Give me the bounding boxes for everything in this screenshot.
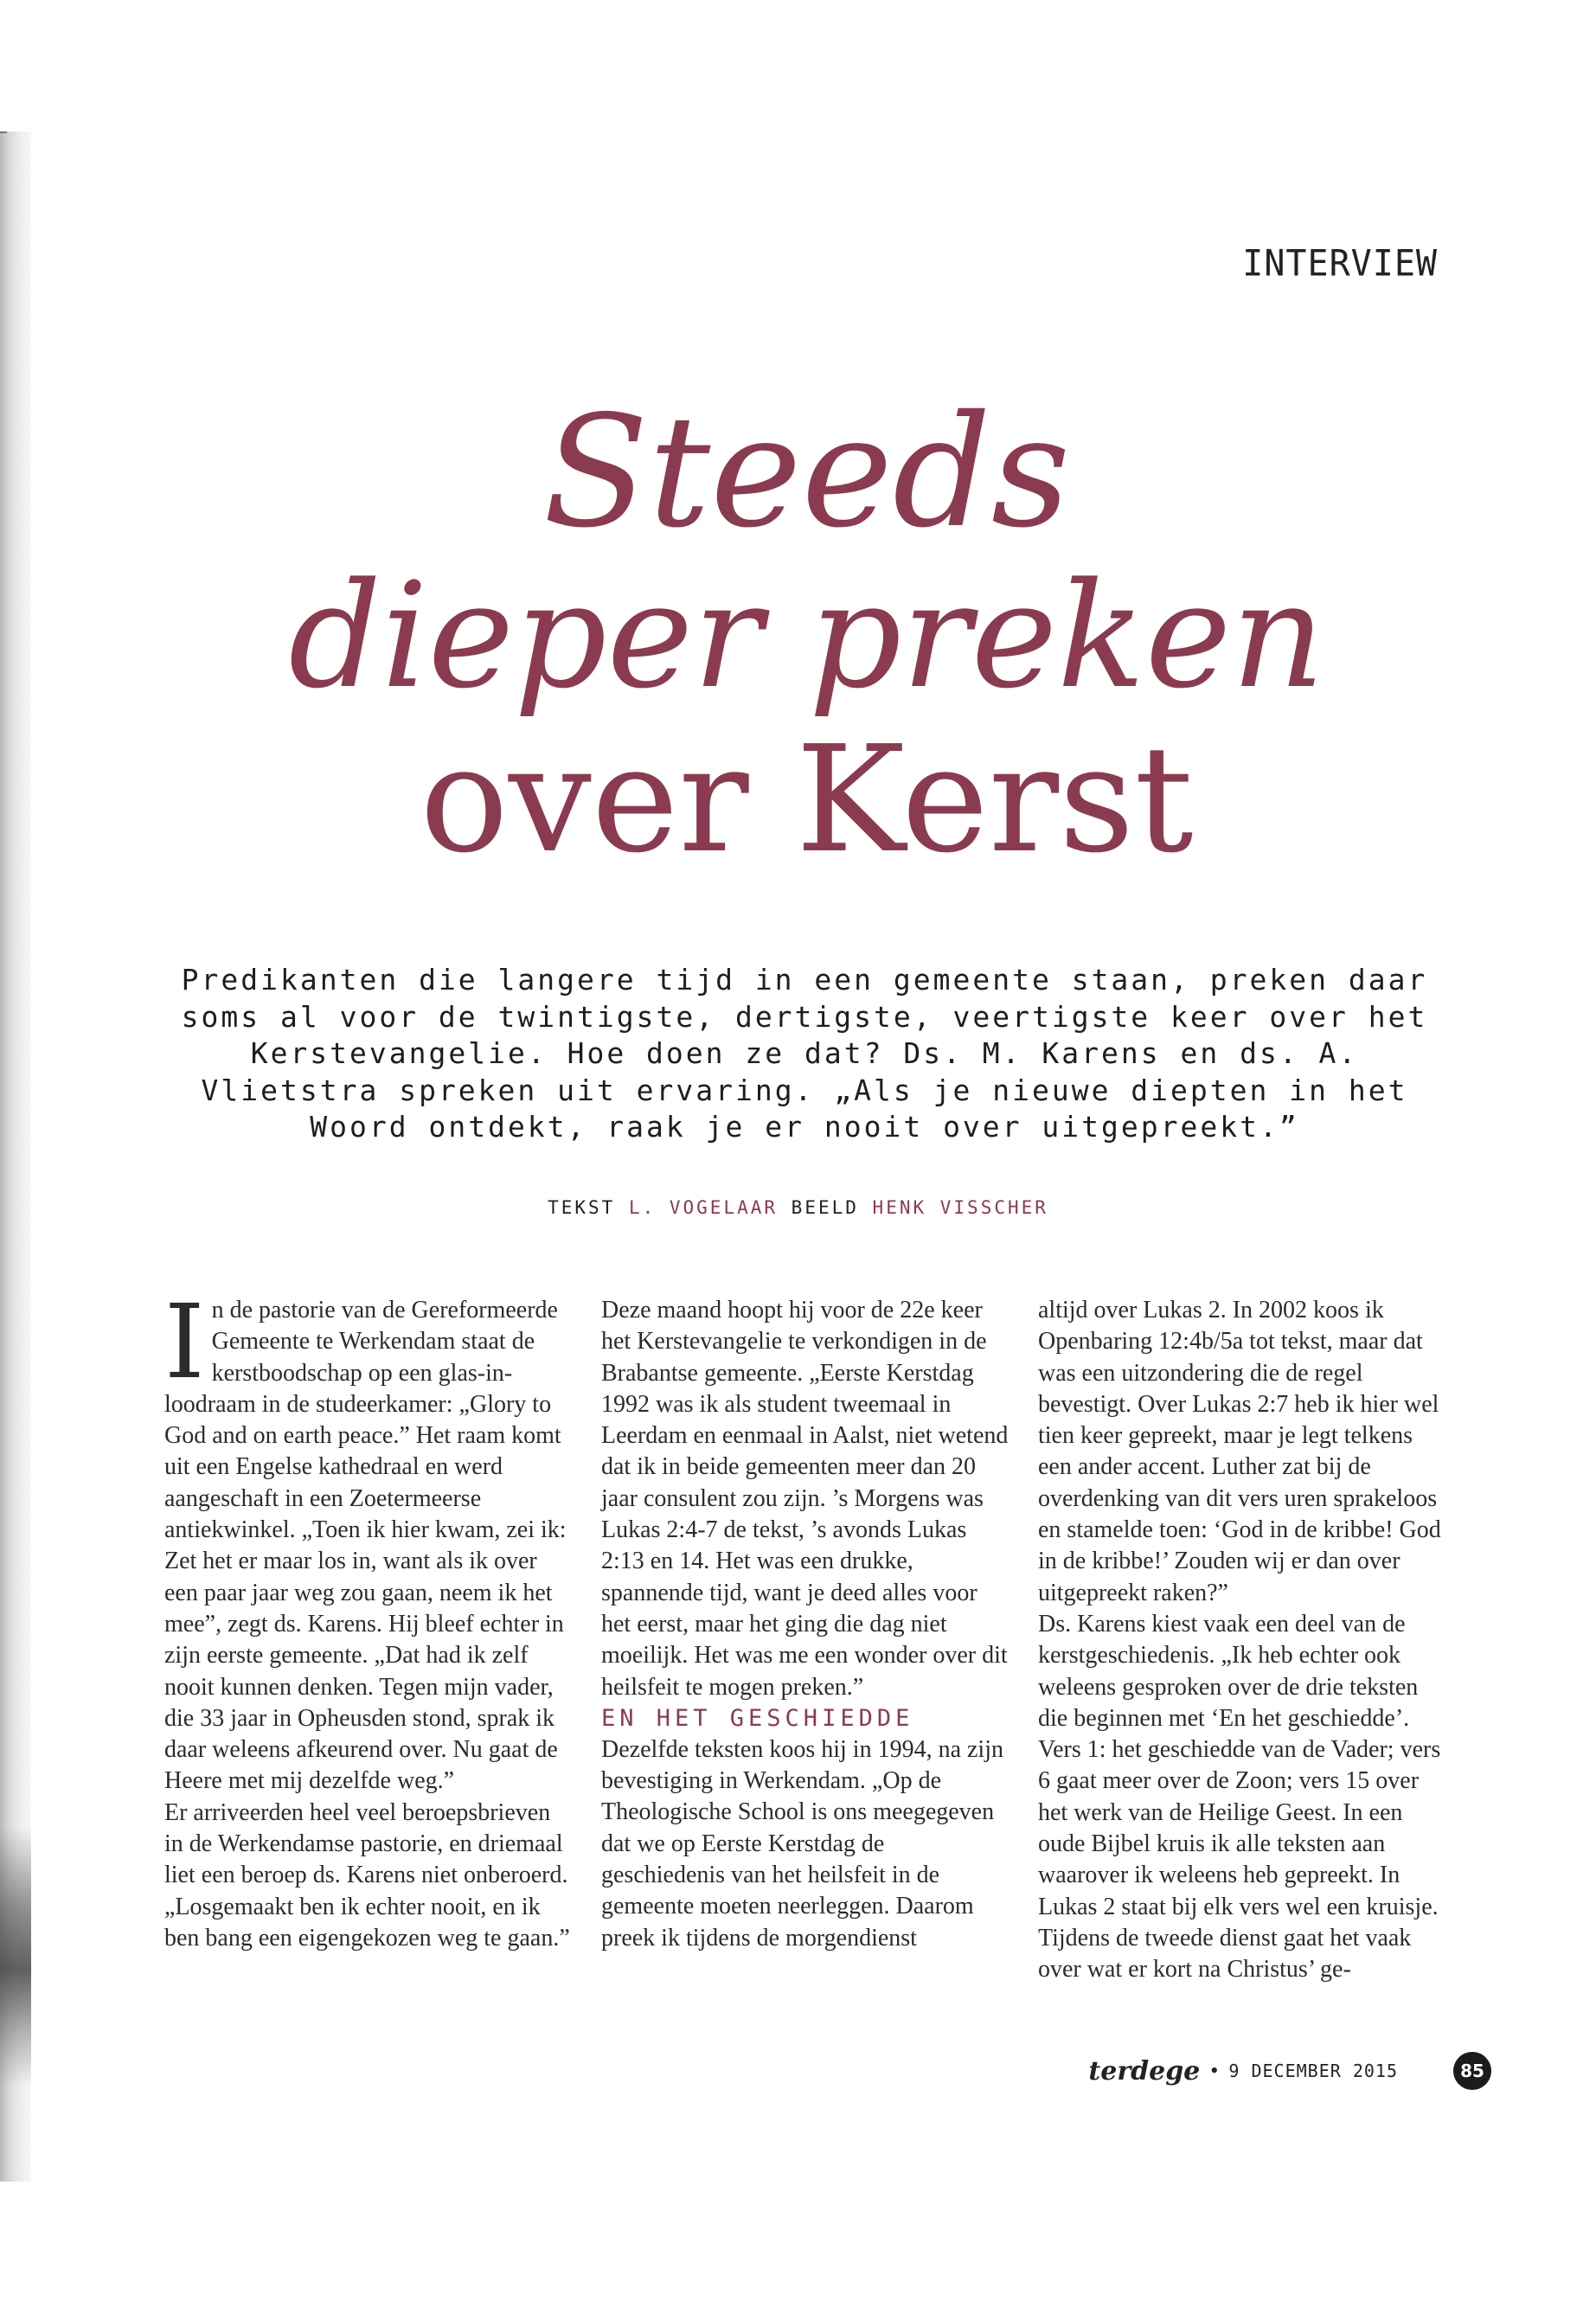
headline	[0, 382, 1596, 886]
article-column-3	[1038, 1295, 1446, 1986]
article-column-2	[601, 1295, 1010, 1954]
crop-mark	[0, 131, 7, 133]
subheading: EN HET GESCHIEDDE	[601, 1704, 914, 1732]
dropcap: I	[164, 1282, 205, 1401]
magazine-logo: terdege	[1088, 2055, 1201, 2086]
article-column-1	[164, 1282, 573, 1954]
paragraph: Deze maand hoopt hij voor de 22e keer het Kerstevangelie te verkondigen in de Brabantse gemeente. „Eerste Kerstdag 1992 was ik als student tweemaal in Leerdam en eenmaal in Aalst, niet wetend dat ik in beide gemeenten meer dan 20 jaar consulent zou zijn. ’s Morgens was Lukas 2:4-7 de tekst, ’s avonds Lukas 2:13 en 14. Het was een drukke, spannende tijd, want je deed alles voor het eerst, maar het ging die dag niet moeilijk. Het was me een wonder over dit heilsfeit te mogen preken.”	[601, 1297, 1009, 1701]
credits-image-label: BEELD	[791, 1197, 859, 1218]
paragraph: Ds. Karens kiest vaak een deel van de kerstgeschiedenis. „Ik heb echter ook weleens gesproken over de drie teksten die beginnen met ‘En het geschiedde’. Vers 1: het geschiedde van de Vader; vers 6 gaat meer over de Zoon; vers 15 over het werk van de Heilige Geest. In een oude Bijbel kruis ik alle teksten aan waarover ik weleens heb gepreekt. In Lukas 2 staat bij elk vers wel een kruisje.	[1038, 1610, 1441, 1920]
page-number: 85	[1453, 2052, 1491, 2090]
paragraph: Tijdens de tweede dienst gaat het vaak over wat er kort na Christus’ ge-	[1038, 1924, 1412, 1984]
page-footer	[1088, 2052, 1491, 2090]
page-edge-shadow	[0, 1827, 31, 2086]
intro-lead: Predikanten die langere tijd in een gemeente staan, preken daar soms al voor de twintigste, dertigste, veertigste keer over het Kerstevangelie. Hoe doen ze dat? Ds. M. Karens en ds. A. Vlietstra spreken uit ervaring. „Als je nieuwe diepten in het Woord ontdekt, raak je er nooit over uitgepreekt.”	[181, 963, 1428, 1144]
headline-line-1: Steeds	[542, 382, 1071, 561]
headline-line-2: dieper preken	[288, 551, 1325, 721]
paragraph: Er arriveerden heel veel beroepsbrieven in de Werkendamse pastorie, en driemaal liet een beroep ds. Karens niet onberoerd. „Losgemaakt ben ik echter nooit, en ik ben bang een eigengekozen weg te gaan.”	[164, 1798, 570, 1952]
credits-image-author: HENK VISSCHER	[872, 1197, 1048, 1218]
issue-date: 9 DECEMBER 2015	[1228, 2061, 1398, 2081]
credits	[0, 1197, 1596, 1218]
paragraph: altijd over Lukas 2. In 2002 koos ik Openbaring 12:4b/5a tot tekst, maar dat was een uitzondering die de regel bevestigt. Over Lukas 2:7 heb ik hier wel tien keer gepreekt, maar je legt telkens een ander accent. Luther zat bij de overdenking van dit vers uren sprakeloos en stamelde toen: ‘God in de kribbe! God in de kribbe!’ Zouden wij er dan over uitgepreekt raken?”	[1038, 1297, 1441, 1606]
paragraph: n de pastorie van de Gereformeerde Gemeente te Werkendam staat de kerstboodschap op een glas-in-loodraam in de studeerkamer: „Glory to God and on earth peace.” Het raam komt uit een Engelse kathedraal en werd aangeschaft in een Zoetermeerse antiekwinkel. „Toen ik hier kwam, zei ik: Zet het er maar los in, want als ik over een paar jaar weg zou gaan, neem ik het mee”, zegt ds. Karens. Hij bleef echter in zijn eerste gemeente. „Dat had ik zelf nooit kunnen denken. Tegen mijn vader, die 33 jaar in Opheusden stond, sprak ik daar weleens afkeurend over. Nu gaat de Heere met mij dezelfde weg.”	[164, 1297, 567, 1795]
headline-line-3: over Kerst	[420, 715, 1194, 886]
paragraph: Dezelfde teksten koos hij in 1994, na zijn bevestiging in Werkendam. „Op de Theologische School is ons meegegeven dat we op Eerste Kerstdag de geschiedenis van het heilsfeit in de gemeente moeten neerleggen. Daarom preek ik tijdens de morgendienst	[601, 1735, 1003, 1952]
credits-text-label: TEKST	[548, 1197, 616, 1218]
footer-separator: •	[1210, 2058, 1219, 2083]
credits-text-author: L. VOGELAAR	[628, 1197, 779, 1218]
section-label: INTERVIEW	[1242, 242, 1438, 285]
